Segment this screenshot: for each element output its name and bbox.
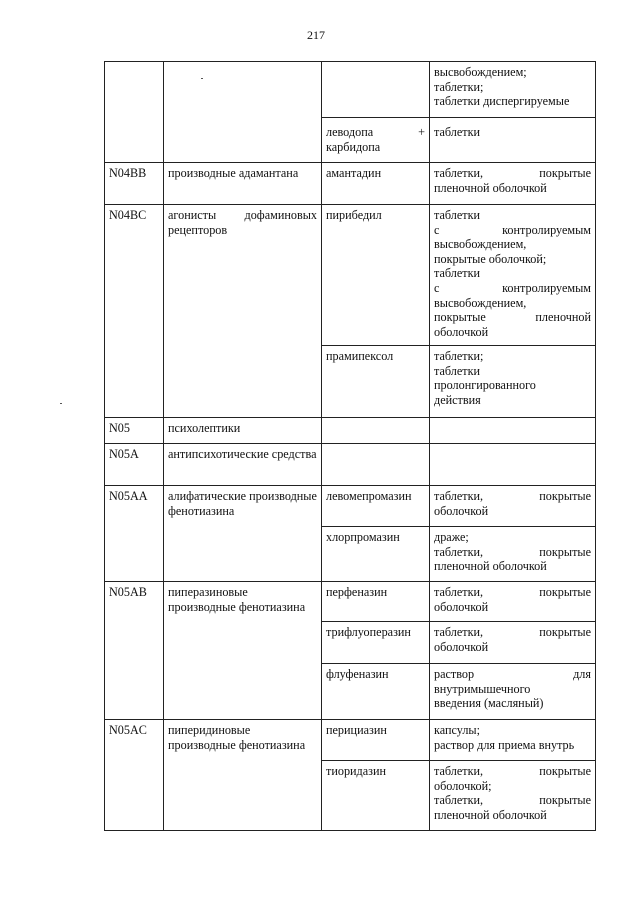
drug-name-cell xyxy=(322,205,430,346)
dosage-form-line: таблетки, покрытые xyxy=(434,625,591,639)
group-name: пиперазиновые производные фенотиазина xyxy=(168,585,306,614)
drug-name-cell xyxy=(322,622,430,664)
dosage-form-line: таблетки, покрытые xyxy=(434,489,591,503)
dosage-form-line: таблетки, покрытые xyxy=(434,585,591,599)
atc-code-cell xyxy=(105,418,164,444)
atc-code: N05AC xyxy=(109,723,147,737)
dosage-form-cell xyxy=(430,720,596,761)
table-row xyxy=(105,418,596,444)
atc-code-cell xyxy=(105,205,164,418)
atc-code: N05AB xyxy=(109,585,147,599)
dosage-form-line: с контролируемым xyxy=(434,222,591,237)
dosage-form-line: действия xyxy=(434,392,481,407)
drug-name-cell xyxy=(322,418,430,444)
dosage-form-cell xyxy=(430,62,596,118)
dosage-form-line: с контролируемым xyxy=(434,280,591,295)
dosage-form-line: оболочкой xyxy=(434,599,489,614)
dosage-form-line: таблетки; xyxy=(434,79,484,94)
atc-code: N04BC xyxy=(109,208,147,222)
dosage-form-line: таблетки xyxy=(434,266,481,281)
drug-name-cell xyxy=(322,118,430,163)
atc-code: N05 xyxy=(109,421,130,435)
dosage-form-cell xyxy=(430,418,596,444)
dosage-form-line: пролонгированного xyxy=(434,378,536,393)
atc-code-cell xyxy=(105,62,164,163)
drug-name-cell xyxy=(322,486,430,527)
dosage-form-line: покрытые оболочкой; xyxy=(434,251,547,266)
dosage-form-line: пленочной оболочкой xyxy=(434,180,547,195)
drug-name: прамипексол xyxy=(326,349,394,363)
drug-name: амантадин xyxy=(326,166,382,180)
drug-name: трифлуоперазин xyxy=(326,625,411,639)
group-name-cell xyxy=(164,62,322,163)
dosage-form-line: высвобождением, xyxy=(434,295,527,310)
dosage-form-cell xyxy=(430,761,596,831)
table-row xyxy=(105,720,596,761)
atc-code: N05AA xyxy=(109,489,148,503)
table-row xyxy=(105,163,596,205)
page-number: 217 xyxy=(307,28,325,42)
dosage-form-line: высвобождением, xyxy=(434,237,527,252)
dosage-form-line: раствор для xyxy=(434,667,591,681)
drug-name-cell xyxy=(322,346,430,418)
drug-name: тиоридазин xyxy=(326,764,387,778)
dosage-form-line: таблетки, покрытые xyxy=(434,764,591,778)
atc-code: N04BB xyxy=(109,166,147,180)
dosage-form-line: таблетки xyxy=(434,208,481,222)
dosage-form-cell xyxy=(430,163,596,205)
drug-name: перфеназин xyxy=(326,585,388,599)
table-row xyxy=(105,582,596,622)
dosage-form-cell xyxy=(430,664,596,720)
dosage-form-line: таблетки, покрытые xyxy=(434,793,591,808)
table-row xyxy=(105,62,596,118)
dosage-form-cell xyxy=(430,582,596,622)
group-name-cell xyxy=(164,582,322,720)
drug-name-cell xyxy=(322,163,430,205)
drug-name-cell xyxy=(322,720,430,761)
table-row xyxy=(105,486,596,527)
group-name-cell xyxy=(164,163,322,205)
drug-name-cell xyxy=(322,527,430,582)
dosage-form-line: оболочкой; xyxy=(434,778,492,793)
atc-code-cell xyxy=(105,444,164,486)
group-name-cell xyxy=(164,205,322,418)
group-name-cell xyxy=(164,444,322,486)
atc-code-cell xyxy=(105,163,164,205)
drug-name: флуфеназин xyxy=(326,667,389,681)
group-name: агонисты дофаминовых рецепторов xyxy=(168,208,317,237)
drug-name-cell xyxy=(322,444,430,486)
drug-name: хлорпромазин xyxy=(326,530,400,544)
dosage-form-line: высвобождением; xyxy=(434,65,527,79)
dosage-form-cell xyxy=(430,527,596,582)
group-name-cell xyxy=(164,720,322,831)
drug-name: леводопа + карбидопа xyxy=(326,125,425,154)
group-name: производные адамантана xyxy=(168,166,299,180)
group-name-cell xyxy=(164,486,322,582)
dosage-form-cell xyxy=(430,205,596,346)
group-name: алифатические производные фенотиазина xyxy=(168,489,317,518)
drug-name-cell xyxy=(322,62,430,118)
dosage-form-line: таблетки диспергируемые xyxy=(434,94,570,109)
drug-name-cell xyxy=(322,664,430,720)
group-name: пиперидиновые производные фенотиазина xyxy=(168,723,306,752)
dosage-form-line: капсулы; xyxy=(434,723,480,737)
dosage-form-line: пленочной оболочкой xyxy=(434,807,547,822)
dosage-form-line: таблетки xyxy=(434,363,481,378)
dosage-form-cell xyxy=(430,444,596,486)
dosage-form-line: внутримышечного xyxy=(434,681,531,696)
scan-speck xyxy=(60,403,62,404)
group-name: психолептики xyxy=(168,421,241,435)
dosage-form-line: введения (масляный) xyxy=(434,696,544,711)
dosage-form-line: таблетки, покрытые xyxy=(434,166,591,180)
dosage-form-line: раствор для приема внутрь xyxy=(434,737,575,752)
drug-name: пирибедил xyxy=(326,208,382,222)
dosage-form-line: таблетки xyxy=(434,125,481,139)
dosage-form-line: оболочкой xyxy=(434,503,489,518)
group-name-cell xyxy=(164,418,322,444)
group-name: антипсихотические средства xyxy=(168,447,317,461)
dosage-form-cell xyxy=(430,346,596,418)
drug-name-cell xyxy=(322,582,430,622)
dosage-form-line: пленочной оболочкой xyxy=(434,559,547,574)
dosage-form-cell xyxy=(430,118,596,163)
drug-name-cell xyxy=(322,761,430,831)
drug-classification-table xyxy=(104,61,596,831)
dosage-form-line: покрытые пленочной xyxy=(434,310,591,325)
atc-code: N05A xyxy=(109,447,139,461)
drug-name: левомепромазин xyxy=(326,489,412,503)
dosage-form-cell xyxy=(430,622,596,664)
dosage-form-line: драже; xyxy=(434,530,469,544)
drug-name: перициазин xyxy=(326,723,387,737)
atc-code-cell xyxy=(105,582,164,720)
atc-code-cell xyxy=(105,486,164,582)
atc-code-cell xyxy=(105,720,164,831)
dosage-form-line: оболочкой xyxy=(434,639,489,654)
table-row xyxy=(105,444,596,486)
dosage-form-cell xyxy=(430,486,596,527)
dosage-form-line: оболочкой xyxy=(434,324,489,339)
table-row xyxy=(105,205,596,346)
dosage-form-line: таблетки, покрытые xyxy=(434,544,591,559)
dosage-form-line: таблетки; xyxy=(434,349,484,363)
